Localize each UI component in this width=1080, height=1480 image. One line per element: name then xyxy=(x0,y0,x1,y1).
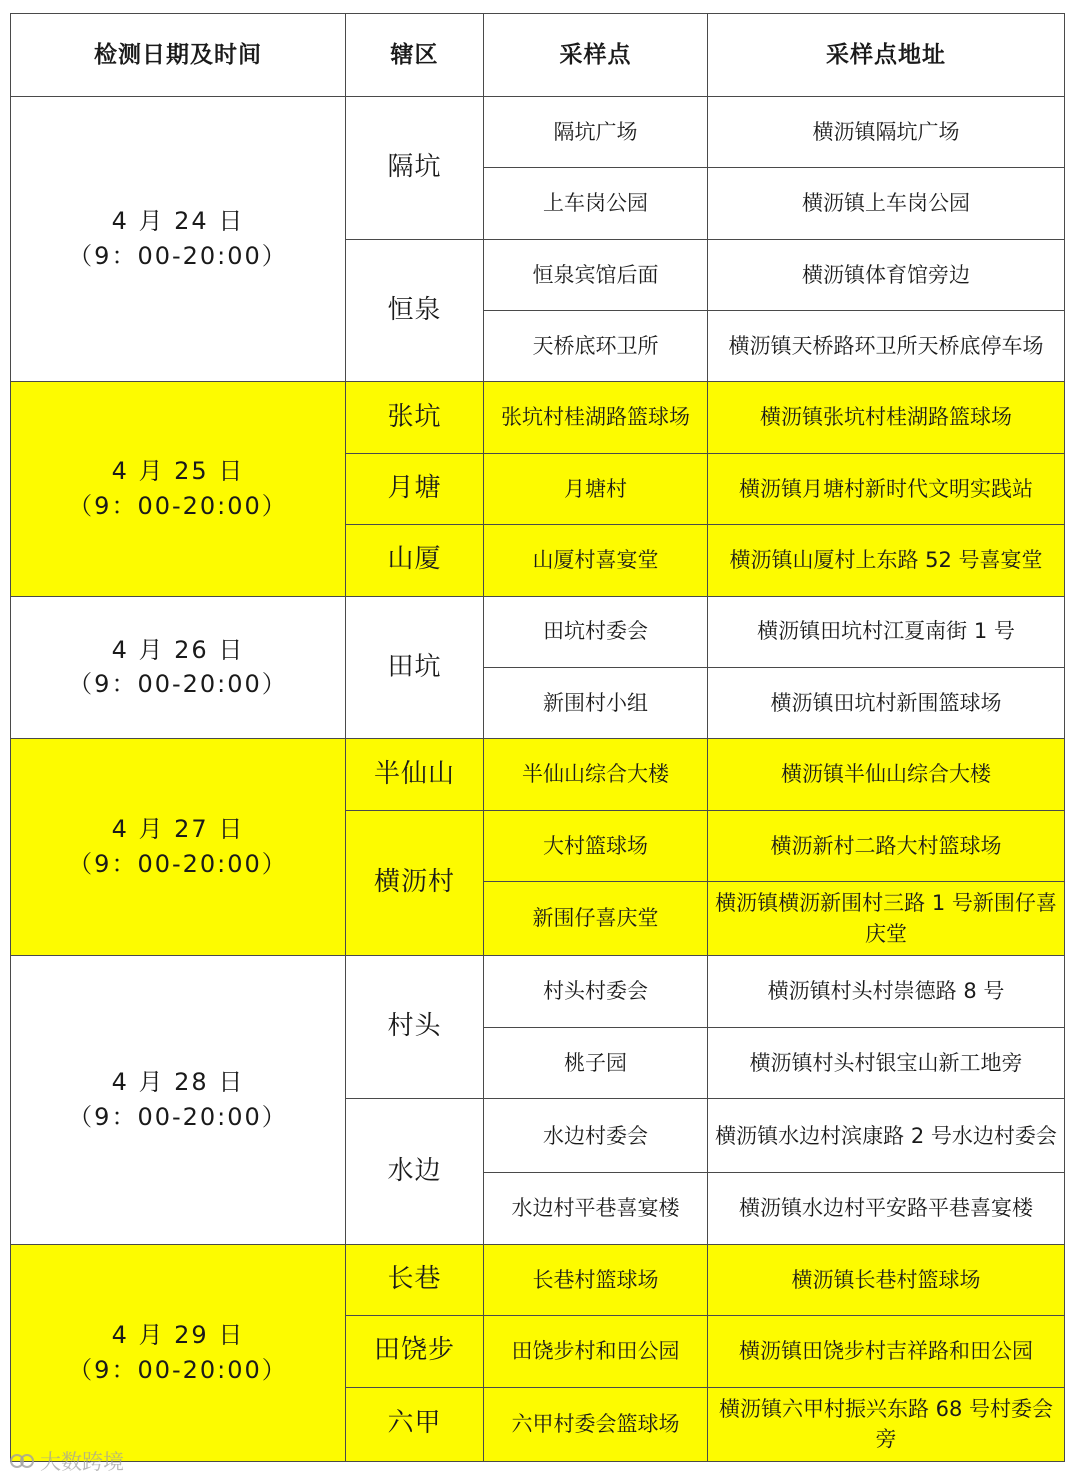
district-cell: 田坑 xyxy=(346,596,484,739)
date-time-cell xyxy=(11,382,346,596)
site-address-cell: 横沥镇上车岗公园 xyxy=(708,168,1065,239)
district-cell: 半仙山 xyxy=(346,739,484,810)
sampling-site-cell: 上车岗公园 xyxy=(484,168,708,239)
sampling-site-cell: 水边村委会 xyxy=(484,1099,708,1173)
site-address-cell: 横沥镇月塘村新时代文明实践站 xyxy=(708,453,1065,524)
header-site-address: 采样点地址 xyxy=(708,14,1065,97)
time-range-label: （9：00-20:00） xyxy=(68,242,288,271)
time-range-label: （9：00-20:00） xyxy=(68,1103,288,1132)
sampling-site-cell: 天桥底环卫所 xyxy=(484,311,708,382)
district-cell: 月塘 xyxy=(346,453,484,524)
header-sampling-site: 采样点 xyxy=(484,14,708,97)
date-time-cell xyxy=(11,97,346,382)
site-address-cell: 横沥镇半仙山综合大楼 xyxy=(708,739,1065,810)
site-address-cell: 横沥新村二路大村篮球场 xyxy=(708,810,1065,881)
site-address-cell: 横沥镇隔坑广场 xyxy=(708,97,1065,168)
site-address-cell: 横沥镇横沥新围村三路 1 号新围仔喜庆堂 xyxy=(708,881,1065,955)
schedule-body xyxy=(11,97,1065,1462)
site-address-cell: 横沥镇村头村崇德路 8 号 xyxy=(708,956,1065,1027)
time-range-label: （9：00-20:00） xyxy=(68,1355,288,1384)
table-row xyxy=(11,1244,1065,1315)
site-address-cell: 横沥镇田坑村新围篮球场 xyxy=(708,667,1065,738)
district-cell: 村头 xyxy=(346,956,484,1099)
district-cell: 山厦 xyxy=(346,525,484,596)
sampling-site-cell: 半仙山综合大楼 xyxy=(484,739,708,810)
logo-icon xyxy=(8,1450,36,1472)
date-label: 4 月 28 日 xyxy=(111,1068,245,1097)
header-district: 辖区 xyxy=(346,14,484,97)
date-time-cell xyxy=(11,596,346,739)
table-header-row xyxy=(11,14,1065,97)
site-address-cell: 横沥镇水边村平安路平巷喜宴楼 xyxy=(708,1173,1065,1244)
date-label: 4 月 24 日 xyxy=(111,207,245,236)
site-address-cell: 横沥镇六甲村振兴东路 68 号村委会旁 xyxy=(708,1387,1065,1462)
sampling-schedule-table xyxy=(10,13,1065,1462)
date-label: 4 月 25 日 xyxy=(111,457,245,486)
district-cell: 六甲 xyxy=(346,1387,484,1462)
time-range-label: （9：00-20:00） xyxy=(68,670,288,699)
date-time-cell xyxy=(11,739,346,956)
date-label: 4 月 26 日 xyxy=(111,635,245,664)
site-address-cell: 横沥镇村头村银宝山新工地旁 xyxy=(708,1027,1065,1098)
date-time-cell xyxy=(11,956,346,1244)
sampling-site-cell: 田饶步村和田公园 xyxy=(484,1316,708,1387)
time-range-label: （9：00-20:00） xyxy=(68,850,288,879)
date-label: 4 月 29 日 xyxy=(111,1321,245,1350)
sampling-site-cell: 桃子园 xyxy=(484,1027,708,1098)
table-row xyxy=(11,596,1065,667)
time-range-label: （9：00-20:00） xyxy=(68,491,288,520)
sampling-site-cell: 新围村小组 xyxy=(484,667,708,738)
site-address-cell: 横沥镇水边村滨康路 2 号水边村委会 xyxy=(708,1099,1065,1173)
district-cell: 横沥村 xyxy=(346,810,484,956)
sampling-site-cell: 张坑村桂湖路篮球场 xyxy=(484,382,708,453)
site-address-cell: 横沥镇天桥路环卫所天桥底停车场 xyxy=(708,311,1065,382)
sampling-site-cell: 大村篮球场 xyxy=(484,810,708,881)
sampling-site-cell: 山厦村喜宴堂 xyxy=(484,525,708,596)
district-cell: 长巷 xyxy=(346,1244,484,1315)
site-address-cell: 横沥镇张坑村桂湖路篮球场 xyxy=(708,382,1065,453)
sampling-site-cell: 新围仔喜庆堂 xyxy=(484,881,708,955)
district-cell: 张坑 xyxy=(346,382,484,453)
watermark-text: 大数跨境 xyxy=(40,1450,124,1474)
sampling-site-cell: 月塘村 xyxy=(484,453,708,524)
site-address-cell: 横沥镇长巷村篮球场 xyxy=(708,1244,1065,1315)
table-row xyxy=(11,382,1065,453)
site-address-cell: 横沥镇体育馆旁边 xyxy=(708,239,1065,310)
site-address-cell: 横沥镇山厦村上东路 52 号喜宴堂 xyxy=(708,525,1065,596)
site-address-cell: 横沥镇田饶步村吉祥路和田公园 xyxy=(708,1316,1065,1387)
date-time-cell xyxy=(11,1244,346,1461)
date-label: 4 月 27 日 xyxy=(111,815,245,844)
sampling-site-cell: 田坑村委会 xyxy=(484,596,708,667)
header-date-time: 检测日期及时间 xyxy=(11,14,346,97)
district-cell: 田饶步 xyxy=(346,1316,484,1387)
sampling-site-cell: 隔坑广场 xyxy=(484,97,708,168)
sampling-site-cell: 恒泉宾馆后面 xyxy=(484,239,708,310)
table-row xyxy=(11,97,1065,168)
sampling-site-cell: 水边村平巷喜宴楼 xyxy=(484,1173,708,1244)
district-cell: 水边 xyxy=(346,1099,484,1245)
sampling-site-cell: 村头村委会 xyxy=(484,956,708,1027)
sampling-site-cell: 长巷村篮球场 xyxy=(484,1244,708,1315)
district-cell: 恒泉 xyxy=(346,239,484,382)
table-row xyxy=(11,739,1065,810)
sampling-site-cell: 六甲村委会篮球场 xyxy=(484,1387,708,1462)
district-cell: 隔坑 xyxy=(346,97,484,240)
watermark xyxy=(8,1446,124,1476)
site-address-cell: 横沥镇田坑村江夏南街 1 号 xyxy=(708,596,1065,667)
table-row xyxy=(11,956,1065,1027)
